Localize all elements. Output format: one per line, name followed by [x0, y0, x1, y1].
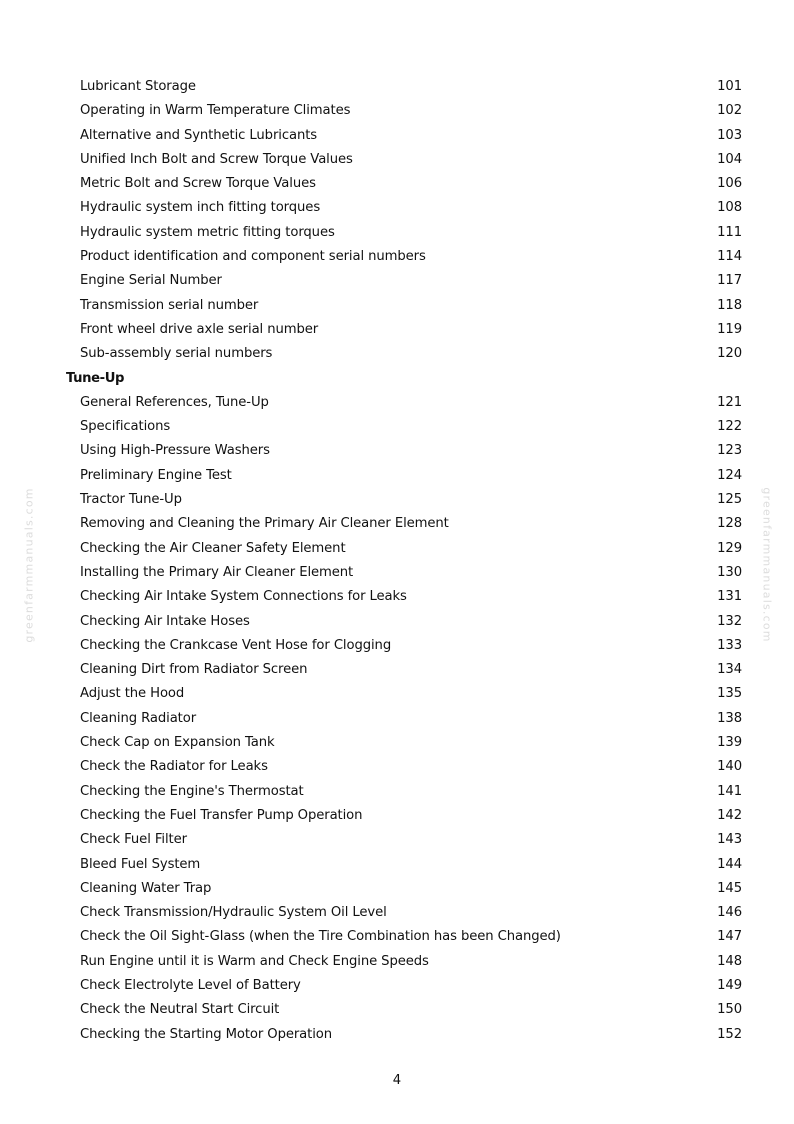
entry-title: Product identification and component serial numbers: [80, 249, 426, 265]
section-title: Tune-Up: [66, 370, 125, 386]
entry-title: Check Electrolyte Level of Battery: [80, 977, 301, 993]
entry-title: Metric Bolt and Screw Torque Values: [80, 176, 316, 192]
entry-title: Hydraulic system metric fitting torques: [80, 224, 335, 240]
entry-title: Tractor Tune-Up: [80, 492, 182, 508]
toc-entry: [0, 901, 794, 925]
entry-page-number: 144: [717, 856, 742, 872]
toc-entry: [0, 804, 794, 828]
toc-entry: [0, 488, 794, 512]
entry-page-number: 103: [717, 127, 742, 143]
entry-title: Specifications: [80, 419, 171, 435]
entry-title: Checking the Engine's Thermostat: [80, 783, 304, 799]
entry-page-number: 114: [717, 249, 742, 265]
page-number: 4: [392, 1073, 402, 1088]
entry-page-number: 141: [717, 783, 742, 799]
toc-entry: [0, 245, 794, 269]
entry-page-number: 128: [717, 516, 742, 532]
entry-title: Sub-assembly serial numbers: [80, 346, 273, 362]
entry-title: Engine Serial Number: [80, 273, 222, 289]
toc-entry: [0, 585, 794, 609]
entry-page-number: 149: [717, 977, 742, 993]
toc-entry: [0, 950, 794, 974]
entry-page-number: 147: [717, 929, 742, 945]
toc-entry: [0, 221, 794, 245]
entry-page-number: 119: [717, 321, 742, 337]
toc-entry: [0, 415, 794, 439]
entry-page-number: 101: [717, 79, 742, 94]
toc-entry: [0, 1023, 794, 1047]
entry-title: Check Fuel Filter: [80, 832, 187, 848]
entry-page-number: 102: [717, 103, 742, 119]
entry-title: Installing the Primary Air Cleaner Element: [80, 564, 354, 580]
toc-entry: [0, 561, 794, 585]
toc-entry: [0, 682, 794, 706]
entry-title: Lubricant Storage: [80, 79, 196, 94]
entry-page-number: 146: [717, 905, 742, 921]
toc-entry: [0, 658, 794, 682]
entry-title: Checking the Air Cleaner Safety Element: [80, 540, 346, 556]
entry-page-number: 125: [717, 492, 742, 508]
entry-page-number: 111: [717, 224, 742, 240]
toc-entry: [0, 439, 794, 463]
toc-entry: [0, 974, 794, 998]
toc-entry: [0, 755, 794, 779]
entry-title: Run Engine until it is Warm and Check Engine Speeds: [80, 953, 429, 969]
toc-entry: [0, 294, 794, 318]
entry-page-number: 118: [717, 297, 742, 313]
entry-title: Operating in Warm Temperature Climates: [80, 103, 351, 119]
toc-entry: [0, 269, 794, 293]
entry-title: Hydraulic system inch fitting torques: [80, 200, 321, 216]
entry-page-number: 139: [717, 735, 742, 751]
entry-page-number: 140: [717, 759, 742, 775]
toc-entry: [0, 172, 794, 196]
entry-page-number: 132: [717, 613, 742, 629]
entry-page-number: 150: [717, 1002, 742, 1018]
toc-entry: [0, 731, 794, 755]
entry-page-number: 148: [717, 953, 742, 969]
table-of-contents: [0, 75, 794, 1047]
entry-title: Transmission serial number: [80, 297, 259, 313]
toc-entry: [0, 342, 794, 366]
entry-title: Front wheel drive axle serial number: [80, 321, 319, 337]
entry-title: Cleaning Dirt from Radiator Screen: [80, 662, 308, 678]
toc-entry: [0, 124, 794, 148]
entry-page-number: 108: [717, 200, 742, 216]
toc-entry: [0, 828, 794, 852]
entry-page-number: 142: [717, 807, 742, 823]
toc-entry: [0, 99, 794, 123]
entry-page-number: 104: [717, 151, 742, 167]
entry-title: Checking the Starting Motor Operation: [80, 1026, 333, 1042]
toc-section-heading: [0, 367, 794, 391]
entry-page-number: 143: [717, 832, 742, 848]
entry-title: Checking the Fuel Transfer Pump Operation: [80, 807, 363, 823]
entry-page-number: 123: [717, 443, 742, 459]
entry-page-number: 138: [717, 710, 742, 726]
toc-entry: [0, 853, 794, 877]
entry-title: Check the Neutral Start Circuit: [80, 1002, 280, 1018]
entry-title: Checking Air Intake Hoses: [80, 613, 250, 629]
entry-page-number: 134: [717, 662, 742, 678]
toc-entry: [0, 537, 794, 561]
toc-entry: [0, 464, 794, 488]
entry-title: Check the Oil Sight-Glass (when the Tire Combination has been Changed): [80, 929, 561, 945]
entry-page-number: 130: [717, 564, 742, 580]
entry-title: Removing and Cleaning the Primary Air Cleaner Element: [80, 516, 449, 532]
toc-entry: [0, 148, 794, 172]
entry-page-number: 117: [717, 273, 742, 289]
toc-entry: [0, 391, 794, 415]
entry-page-number: 124: [717, 467, 742, 483]
entry-page-number: 152: [717, 1026, 742, 1042]
watermark-left: greenfarmmanuals.com: [22, 487, 36, 643]
entry-page-number: 133: [717, 637, 742, 653]
entry-page-number: 135: [717, 686, 742, 702]
entry-title: Checking the Crankcase Vent Hose for Clogging: [80, 637, 392, 653]
entry-title: Check Transmission/Hydraulic System Oil Level: [80, 905, 387, 921]
entry-page-number: 145: [717, 880, 742, 896]
toc-entry: [0, 512, 794, 536]
entry-page-number: 129: [717, 540, 742, 556]
entry-title: Cleaning Radiator: [80, 710, 197, 726]
toc-entry: [0, 877, 794, 901]
toc-entry: [0, 925, 794, 949]
toc-entry: [0, 634, 794, 658]
entry-title: Adjust the Hood: [80, 686, 185, 702]
entry-page-number: 122: [717, 419, 742, 435]
entry-title: Unified Inch Bolt and Screw Torque Values: [80, 151, 353, 167]
entry-title: Check the Radiator for Leaks: [80, 759, 268, 775]
toc-entry: [0, 196, 794, 220]
entry-title: Bleed Fuel System: [80, 856, 201, 872]
entry-title: Preliminary Engine Test: [80, 467, 232, 483]
entry-title: Using High-Pressure Washers: [80, 443, 270, 459]
toc-entry: [0, 318, 794, 342]
entry-title: General References, Tune-Up: [80, 394, 269, 410]
entry-title: Cleaning Water Trap: [80, 880, 212, 896]
entry-title: Checking Air Intake System Connections for Leaks: [80, 589, 407, 605]
entry-page-number: 106: [717, 176, 742, 192]
entry-page-number: 131: [717, 589, 742, 605]
entry-page-number: 120: [717, 346, 742, 362]
toc-entry: [0, 780, 794, 804]
entry-title: Check Cap on Expansion Tank: [80, 735, 275, 751]
toc-entry: [0, 75, 794, 99]
entry-page-number: 121: [717, 394, 742, 410]
toc-entry: [0, 610, 794, 634]
toc-entry: [0, 998, 794, 1022]
watermark-right: greenfarmmanuals.com: [760, 487, 774, 643]
entry-title: Alternative and Synthetic Lubricants: [80, 127, 318, 143]
toc-entry: [0, 707, 794, 731]
